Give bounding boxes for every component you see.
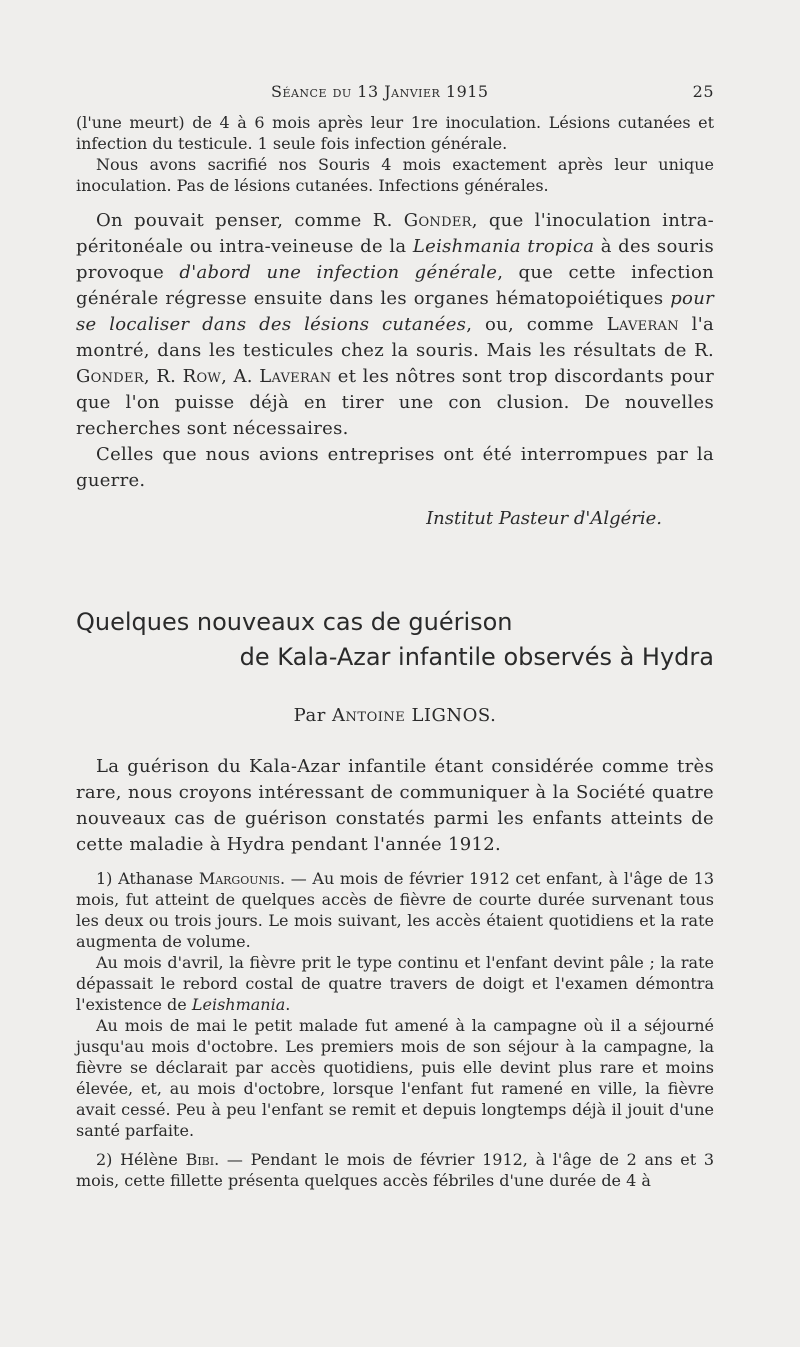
signature: Institut Pasteur d'Algérie. xyxy=(426,508,662,529)
prev-article-body xyxy=(76,208,714,494)
paragraph: La guérison du Kala-Azar infantile étant considérée comme très rare, nous croyons intéressant de communiquer à la Société quatre nouveaux cas de guérison constatés parmi les enfants atteints de cette maladie à Hydra pendant l'année 1912. xyxy=(76,756,714,855)
running-head xyxy=(76,82,714,112)
paragraph: Nous avons sacrifié nos Souris 4 mois exactement après leur unique inoculation. Pas de lésions cutanées. Infections générales. xyxy=(76,155,714,195)
paragraph: (l'une meurt) de 4 à 6 mois après leur 1re inoculation. Lésions cutanées et infection du testicule. 1 seule fois infection générale. xyxy=(76,113,714,153)
page-number: 25 xyxy=(692,82,714,101)
running-title: Séance du 13 Janvier 1915 xyxy=(271,82,489,101)
prev-article-notes xyxy=(76,112,714,196)
byline: Par Antoine LIGNOS. xyxy=(293,705,497,726)
article-title-line-2: de Kala-Azar infantile observés à Hydra xyxy=(239,643,714,671)
paragraph: 1) Athanase Margounis. — Au mois de février 1912 cet enfant, à l'âge de 13 mois, fut atteint de quelques accès de fièvre de courte durée survenant tous les deux ou trois jours. Le mois suivant, les accès étaient quotidiens et la rate augmenta de volume. xyxy=(76,869,714,951)
page xyxy=(76,82,714,1191)
paragraph: Au mois de mai le petit malade fut amené à la campagne où il a séjourné jusqu'au mois d'octobre. Les premiers mois de son séjour à la campagne, la fièvre se déclarait par accès quotidiens, puis elle devint plus rare et moins élevée, et, au mois d'octobre, lorsque l'enfant fut ramené en ville, la fièvre avait cessé. Peu à peu l'enfant se remit et depuis longtemps déjà il jouit d'une santé parfaite. xyxy=(76,1016,714,1140)
paragraph: Celles que nous avions entreprises ont été interrompues par la guerre. xyxy=(76,444,714,491)
case-1 xyxy=(76,868,714,1141)
paragraph: On pouvait penser, comme R. Gonder, que l'inoculation intra-péritonéale ou intra-veineuse de la Leishmania tropica à des souris provoque d'abord une infection générale, que cette infection générale régresse ensuite dans les organes hématopoiétiques pour se localiser dans des lésions cutanées, ou, comme Laveran l'a montré, dans les testicules chez la souris. Mais les résultats de R. Gonder, R. Row, A. Laveran et les nôtres sont trop discordants pour que l'on puisse déjà en tirer une con clusion. De nouvelles recherches sont nécessaires. xyxy=(76,210,714,439)
article-title-line-1: Quelques nouveaux cas de guérison xyxy=(76,608,513,636)
case-2 xyxy=(76,1149,714,1191)
paragraph: 2) Hélène Bibi. — Pendant le mois de février 1912, à l'âge de 2 ans et 3 mois, cette fillette présenta quelques accès fébriles d'une durée de 4 à xyxy=(76,1150,715,1190)
paragraph: Au mois d'avril, la fièvre prit le type continu et l'enfant devint pâle ; la rate dépassait le rebord costal de quatre travers de doigt et l'examen démontra l'existence de Leishmania. xyxy=(76,953,714,1014)
article-intro xyxy=(76,754,714,858)
